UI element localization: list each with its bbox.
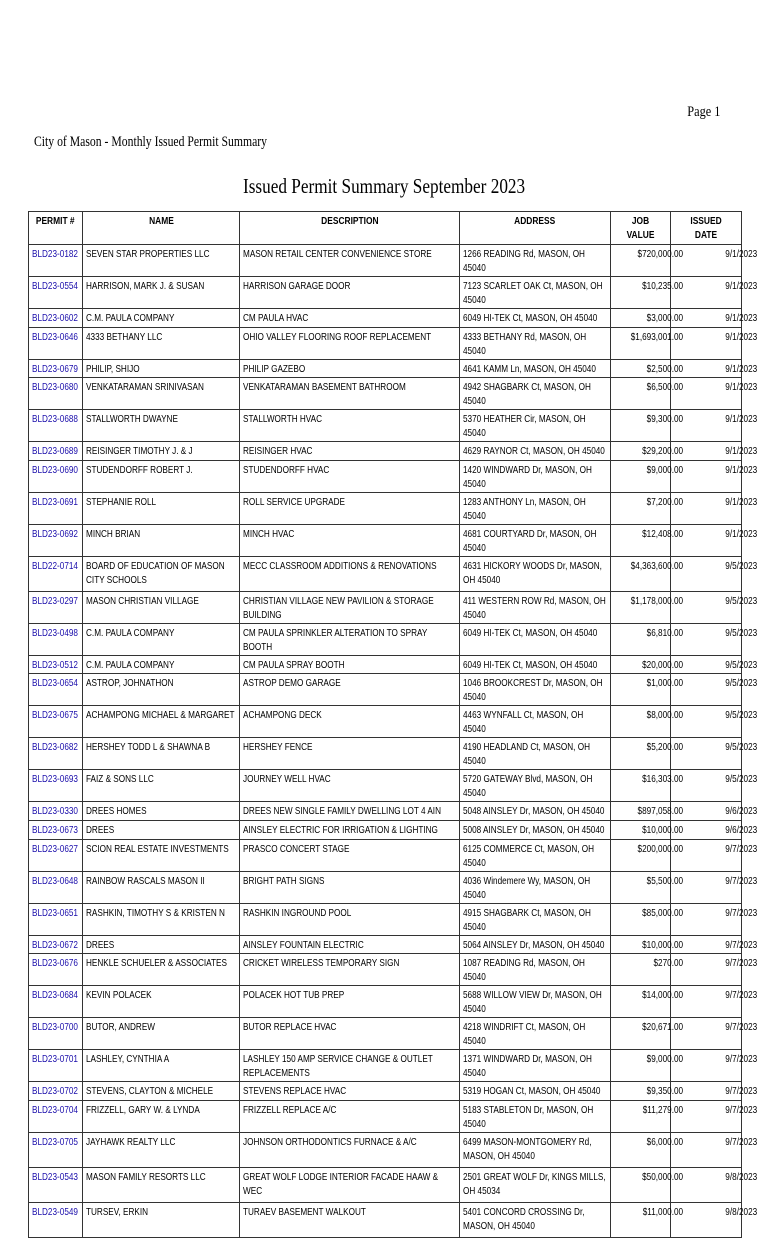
- cell-issued-date: 9/1/2023: [671, 245, 742, 277]
- cell-description: FRIZZELL REPLACE A/C: [240, 1100, 460, 1132]
- cell-description: BRIGHT PATH SIGNS: [240, 871, 460, 903]
- cell-description: CHRISTIAN VILLAGE NEW PAVILION & STORAGE BUILDING: [240, 591, 460, 623]
- permit-link[interactable]: BLD23-0672: [29, 935, 83, 954]
- cell-name: C.M. PAULA COMPANY: [83, 309, 240, 328]
- permit-link[interactable]: BLD22-0714: [29, 556, 83, 591]
- cell-job-value: $16,303.00: [611, 770, 671, 802]
- permit-link[interactable]: BLD23-0543: [29, 1167, 83, 1202]
- cell-job-value: $29,200.00: [611, 442, 671, 461]
- permit-link[interactable]: BLD23-0498: [29, 623, 83, 655]
- cell-issued-date: 9/7/2023: [671, 1082, 742, 1101]
- permit-link[interactable]: BLD23-0330: [29, 802, 83, 821]
- permit-link[interactable]: BLD23-0675: [29, 706, 83, 738]
- permit-link[interactable]: BLD23-0627: [29, 839, 83, 871]
- table-row: [29, 820, 742, 839]
- cell-job-value: $270.00: [611, 954, 671, 986]
- cell-job-value: $200,000.00: [611, 839, 671, 871]
- permit-link[interactable]: BLD23-0689: [29, 442, 83, 461]
- cell-description: JOHNSON ORTHODONTICS FURNACE & A/C: [240, 1132, 460, 1167]
- table-row: [29, 623, 742, 655]
- cell-name: STEVENS, CLAYTON & MICHELE: [83, 1082, 240, 1101]
- cell-address: 5008 AINSLEY Dr, MASON, OH 45040: [460, 820, 611, 839]
- cell-job-value: $7,200.00: [611, 492, 671, 524]
- permit-link[interactable]: BLD23-0704: [29, 1100, 83, 1132]
- cell-address: 411 WESTERN ROW Rd, MASON, OH 45040: [460, 591, 611, 623]
- permit-link[interactable]: BLD23-0682: [29, 738, 83, 770]
- cell-address: 5048 AINSLEY Dr, MASON, OH 45040: [460, 802, 611, 821]
- cell-description: REISINGER HVAC: [240, 442, 460, 461]
- cell-name: RASHKIN, TIMOTHY S & KRISTEN N: [83, 903, 240, 935]
- cell-name: PHILIP, SHIJO: [83, 359, 240, 378]
- cell-description: STEVENS REPLACE HVAC: [240, 1082, 460, 1101]
- cell-address: 5720 GATEWAY Blvd, MASON, OH 45040: [460, 770, 611, 802]
- cell-job-value: $9,350.00: [611, 1082, 671, 1101]
- table-row: [29, 954, 742, 986]
- cell-issued-date: 9/5/2023: [671, 770, 742, 802]
- permit-link[interactable]: BLD23-0705: [29, 1132, 83, 1167]
- cell-issued-date: 9/1/2023: [671, 309, 742, 328]
- cell-description: ROLL SERVICE UPGRADE: [240, 492, 460, 524]
- cell-issued-date: 9/1/2023: [671, 524, 742, 556]
- table-row: [29, 1167, 742, 1202]
- column-header-name: NAME: [83, 212, 240, 245]
- table-row: [29, 442, 742, 461]
- column-header-address: ADDRESS: [460, 212, 611, 245]
- cell-issued-date: 9/5/2023: [671, 591, 742, 623]
- table-row: [29, 655, 742, 674]
- cell-address: 6499 MASON-MONTGOMERY Rd, MASON, OH 45040: [460, 1132, 611, 1167]
- table-row: [29, 706, 742, 738]
- cell-address: 4641 KAMM Ln, MASON, OH 45040: [460, 359, 611, 378]
- cell-description: TURAEV BASEMENT WALKOUT: [240, 1202, 460, 1237]
- table-row: [29, 1082, 742, 1101]
- cell-issued-date: 9/6/2023: [671, 802, 742, 821]
- cell-address: 4463 WYNFALL Ct, MASON, OH 45040: [460, 706, 611, 738]
- cell-address: 1046 BROOKCREST Dr, MASON, OH 45040: [460, 674, 611, 706]
- cell-description: JOURNEY WELL HVAC: [240, 770, 460, 802]
- permit-link[interactable]: BLD23-0680: [29, 378, 83, 410]
- cell-name: BOARD OF EDUCATION OF MASON CITY SCHOOLS: [83, 556, 240, 591]
- cell-address: 1087 READING Rd, MASON, OH 45040: [460, 954, 611, 986]
- cell-job-value: $3,000.00: [611, 309, 671, 328]
- cell-address: 6049 HI-TEK Ct, MASON, OH 45040: [460, 623, 611, 655]
- cell-name: VENKATARAMAN SRINIVASAN: [83, 378, 240, 410]
- table-row: [29, 410, 742, 442]
- permit-link[interactable]: BLD23-0654: [29, 674, 83, 706]
- permit-link[interactable]: BLD23-0554: [29, 277, 83, 309]
- cell-issued-date: 9/7/2023: [671, 986, 742, 1018]
- cell-name: MINCH BRIAN: [83, 524, 240, 556]
- cell-issued-date: 9/7/2023: [671, 1050, 742, 1082]
- cell-job-value: $2,500.00: [611, 359, 671, 378]
- cell-name: SEVEN STAR PROPERTIES LLC: [83, 245, 240, 277]
- cell-name: BUTOR, ANDREW: [83, 1018, 240, 1050]
- cell-description: MECC CLASSROOM ADDITIONS & RENOVATIONS: [240, 556, 460, 591]
- table-row: [29, 591, 742, 623]
- cell-name: C.M. PAULA COMPANY: [83, 623, 240, 655]
- cell-job-value: $9,000.00: [611, 1050, 671, 1082]
- cell-job-value: $12,408.00: [611, 524, 671, 556]
- cell-issued-date: 9/1/2023: [671, 327, 742, 359]
- table-row: [29, 492, 742, 524]
- table-row: [29, 935, 742, 954]
- cell-address: 4631 HICKORY WOODS Dr, MASON, OH 45040: [460, 556, 611, 591]
- cell-name: REISINGER TIMOTHY J. & J: [83, 442, 240, 461]
- permit-link[interactable]: BLD23-0702: [29, 1082, 83, 1101]
- table-row: [29, 524, 742, 556]
- cell-issued-date: 9/7/2023: [671, 1100, 742, 1132]
- report-title-text: Issued Permit Summary September 2023: [242, 174, 526, 198]
- table-body: [29, 245, 758, 1238]
- table-row: [29, 359, 742, 378]
- cell-description: VENKATARAMAN BASEMENT BATHROOM: [240, 378, 460, 410]
- cell-address: 7123 SCARLET OAK Ct, MASON, OH 45040: [460, 277, 611, 309]
- cell-issued-date: 9/7/2023: [671, 839, 742, 871]
- cell-job-value: $10,235.00: [611, 277, 671, 309]
- cell-description: MINCH HVAC: [240, 524, 460, 556]
- cell-address: 4915 SHAGBARK Ct, MASON, OH 45040: [460, 903, 611, 935]
- table-row: [29, 309, 742, 328]
- cell-address: 1266 READING Rd, MASON, OH 45040: [460, 245, 611, 277]
- cell-name: DREES: [83, 820, 240, 839]
- cell-job-value: $897,058.00: [611, 802, 671, 821]
- permit-link[interactable]: BLD23-0701: [29, 1050, 83, 1082]
- cell-job-value: $5,200.00: [611, 738, 671, 770]
- table-header-row: [29, 212, 742, 245]
- report-title: [0, 174, 768, 199]
- cell-address: 4681 COURTYARD Dr, MASON, OH 45040: [460, 524, 611, 556]
- cell-address: 5370 HEATHER Cir, MASON, OH 45040: [460, 410, 611, 442]
- cell-description: LASHLEY 150 AMP SERVICE CHANGE & OUTLET REPLACEMENTS: [240, 1050, 460, 1082]
- cell-job-value: $1,000.00: [611, 674, 671, 706]
- table-row: [29, 770, 742, 802]
- cell-description: STALLWORTH HVAC: [240, 410, 460, 442]
- cell-name: STEPHANIE ROLL: [83, 492, 240, 524]
- permit-link[interactable]: BLD23-0688: [29, 410, 83, 442]
- cell-name: MASON FAMILY RESORTS LLC: [83, 1167, 240, 1202]
- cell-name: LASHLEY, CYNTHIA A: [83, 1050, 240, 1082]
- table-row: [29, 871, 742, 903]
- cell-issued-date: 9/1/2023: [671, 442, 742, 461]
- cell-address: 1283 ANTHONY Ln, MASON, OH 45040: [460, 492, 611, 524]
- cell-address: 5319 HOGAN Ct, MASON, OH 45040: [460, 1082, 611, 1101]
- cell-name: KEVIN POLACEK: [83, 986, 240, 1018]
- cell-issued-date: 9/1/2023: [671, 277, 742, 309]
- cell-description: AINSLEY ELECTRIC FOR IRRIGATION & LIGHTING: [240, 820, 460, 839]
- permit-link[interactable]: BLD23-0676: [29, 954, 83, 986]
- report-subtitle: City of Mason - Monthly Issued Permit Summary: [34, 134, 268, 150]
- table-row: [29, 1202, 742, 1237]
- cell-issued-date: 9/8/2023: [671, 1167, 742, 1202]
- cell-name: 4333 BETHANY LLC: [83, 327, 240, 359]
- cell-name: FAIZ & SONS LLC: [83, 770, 240, 802]
- table-row: [29, 903, 742, 935]
- cell-name: ACHAMPONG MICHAEL & MARGARET: [83, 706, 240, 738]
- cell-address: 4218 WINDRIFT Ct, MASON, OH 45040: [460, 1018, 611, 1050]
- cell-address: 1420 WINDWARD Dr, MASON, OH 45040: [460, 460, 611, 492]
- permit-link[interactable]: BLD23-0648: [29, 871, 83, 903]
- column-header-job-value: JOB VALUE: [611, 212, 671, 245]
- table-row: [29, 1050, 742, 1082]
- cell-issued-date: 9/5/2023: [671, 623, 742, 655]
- cell-address: 4942 SHAGBARK Ct, MASON, OH 45040: [460, 378, 611, 410]
- cell-job-value: $6,000.00: [611, 1132, 671, 1167]
- permit-link[interactable]: BLD23-0700: [29, 1018, 83, 1050]
- cell-name: ASTROP, JOHNATHON: [83, 674, 240, 706]
- cell-name: RAINBOW RASCALS MASON II: [83, 871, 240, 903]
- cell-description: HARRISON GARAGE DOOR: [240, 277, 460, 309]
- cell-name: JAYHAWK REALTY LLC: [83, 1132, 240, 1167]
- permit-link[interactable]: BLD23-0512: [29, 655, 83, 674]
- cell-description: CM PAULA HVAC: [240, 309, 460, 328]
- permit-link[interactable]: BLD23-0691: [29, 492, 83, 524]
- cell-name: FRIZZELL, GARY W. & LYNDA: [83, 1100, 240, 1132]
- cell-description: STUDENDORFF HVAC: [240, 460, 460, 492]
- cell-description: ASTROP DEMO GARAGE: [240, 674, 460, 706]
- cell-issued-date: 9/6/2023: [671, 820, 742, 839]
- cell-issued-date: 9/1/2023: [671, 359, 742, 378]
- cell-description: HERSHEY FENCE: [240, 738, 460, 770]
- cell-job-value: $9,000.00: [611, 460, 671, 492]
- cell-description: PRASCO CONCERT STAGE: [240, 839, 460, 871]
- cell-description: MASON RETAIL CENTER CONVENIENCE STORE: [240, 245, 460, 277]
- cell-issued-date: 9/1/2023: [671, 460, 742, 492]
- cell-job-value: $11,000.00: [611, 1202, 671, 1237]
- cell-job-value: $1,693,001.00: [611, 327, 671, 359]
- cell-description: AINSLEY FOUNTAIN ELECTRIC: [240, 935, 460, 954]
- permit-link[interactable]: BLD23-0549: [29, 1202, 83, 1237]
- cell-job-value: $14,000.00: [611, 986, 671, 1018]
- cell-name: STALLWORTH DWAYNE: [83, 410, 240, 442]
- permit-link[interactable]: BLD23-0297: [29, 591, 83, 623]
- cell-address: 2501 GREAT WOLF Dr, KINGS MILLS, OH 45034: [460, 1167, 611, 1202]
- cell-description: POLACEK HOT TUB PREP: [240, 986, 460, 1018]
- permit-table: [28, 211, 758, 1238]
- cell-name: TURSEV, ERKIN: [83, 1202, 240, 1237]
- table-row: [29, 327, 742, 359]
- cell-address: 1371 WINDWARD Dr, MASON, OH 45040: [460, 1050, 611, 1082]
- cell-issued-date: 9/1/2023: [671, 410, 742, 442]
- table-row: [29, 378, 742, 410]
- cell-name: C.M. PAULA COMPANY: [83, 655, 240, 674]
- cell-job-value: $5,500.00: [611, 871, 671, 903]
- cell-address: 4333 BETHANY Rd, MASON, OH 45040: [460, 327, 611, 359]
- cell-issued-date: 9/5/2023: [671, 738, 742, 770]
- table-row: [29, 802, 742, 821]
- cell-issued-date: 9/7/2023: [671, 871, 742, 903]
- cell-job-value: $6,500.00: [611, 378, 671, 410]
- table-row: [29, 1018, 742, 1050]
- cell-description: BUTOR REPLACE HVAC: [240, 1018, 460, 1050]
- table-row: [29, 277, 742, 309]
- cell-job-value: $1,178,000.00: [611, 591, 671, 623]
- cell-job-value: $8,000.00: [611, 706, 671, 738]
- cell-issued-date: 9/5/2023: [671, 706, 742, 738]
- cell-issued-date: 9/1/2023: [671, 492, 742, 524]
- cell-name: STUDENDORFF ROBERT J.: [83, 460, 240, 492]
- permit-link[interactable]: BLD23-0673: [29, 820, 83, 839]
- cell-issued-date: 9/5/2023: [671, 556, 742, 591]
- cell-job-value: $20,671.00: [611, 1018, 671, 1050]
- permit-link[interactable]: BLD23-0602: [29, 309, 83, 328]
- table-row: [29, 460, 742, 492]
- cell-description: OHIO VALLEY FLOORING ROOF REPLACEMENT: [240, 327, 460, 359]
- table-row: [29, 674, 742, 706]
- cell-job-value: $10,000.00: [611, 935, 671, 954]
- column-header-description: DESCRIPTION: [240, 212, 460, 245]
- cell-description: PHILIP GAZEBO: [240, 359, 460, 378]
- cell-job-value: $6,810.00: [611, 623, 671, 655]
- cell-name: HERSHEY TODD L & SHAWNA B: [83, 738, 240, 770]
- cell-address: 6049 HI-TEK Ct, MASON, OH 45040: [460, 309, 611, 328]
- cell-job-value: $50,000.00: [611, 1167, 671, 1202]
- cell-name: HARRISON, MARK J. & SUSAN: [83, 277, 240, 309]
- permit-link[interactable]: BLD23-0679: [29, 359, 83, 378]
- cell-address: 6049 HI-TEK Ct, MASON, OH 45040: [460, 655, 611, 674]
- cell-name: MASON CHRISTIAN VILLAGE: [83, 591, 240, 623]
- table-row: [29, 839, 742, 871]
- cell-description: GREAT WOLF LODGE INTERIOR FACADE HAAW & WEC: [240, 1167, 460, 1202]
- cell-description: CM PAULA SPRINKLER ALTERATION TO SPRAY BOOTH: [240, 623, 460, 655]
- table-row: [29, 1100, 742, 1132]
- cell-issued-date: 9/7/2023: [671, 1018, 742, 1050]
- cell-description: CRICKET WIRELESS TEMPORARY SIGN: [240, 954, 460, 986]
- cell-description: DREES NEW SINGLE FAMILY DWELLING LOT 4 AIN: [240, 802, 460, 821]
- cell-address: 4629 RAYNOR Ct, MASON, OH 45040: [460, 442, 611, 461]
- cell-description: CM PAULA SPRAY BOOTH: [240, 655, 460, 674]
- cell-address: 5183 STABLETON Dr, MASON, OH 45040: [460, 1100, 611, 1132]
- permit-link[interactable]: BLD23-0692: [29, 524, 83, 556]
- permit-link[interactable]: BLD23-0646: [29, 327, 83, 359]
- cell-issued-date: 9/7/2023: [671, 903, 742, 935]
- cell-address: 5064 AINSLEY Dr, MASON, OH 45040: [460, 935, 611, 954]
- permit-link[interactable]: BLD23-0684: [29, 986, 83, 1018]
- page-number: Page 1: [686, 104, 720, 120]
- cell-job-value: $9,300.00: [611, 410, 671, 442]
- cell-name: HENKLE SCHUELER & ASSOCIATES: [83, 954, 240, 986]
- cell-address: 4190 HEADLAND Ct, MASON, OH 45040: [460, 738, 611, 770]
- cell-job-value: $11,279.00: [611, 1100, 671, 1132]
- cell-issued-date: 9/7/2023: [671, 935, 742, 954]
- cell-issued-date: 9/7/2023: [671, 954, 742, 986]
- cell-issued-date: 9/5/2023: [671, 655, 742, 674]
- cell-issued-date: 9/5/2023: [671, 674, 742, 706]
- cell-address: 4036 Windemere Wy, MASON, OH 45040: [460, 871, 611, 903]
- permit-link[interactable]: BLD23-0182: [29, 245, 83, 277]
- cell-job-value: $10,000.00: [611, 820, 671, 839]
- cell-address: 5401 CONCORD CROSSING Dr, MASON, OH 45040: [460, 1202, 611, 1237]
- cell-job-value: $720,000.00: [611, 245, 671, 277]
- table-row: [29, 556, 742, 591]
- table-row: [29, 1132, 742, 1167]
- permit-link[interactable]: BLD23-0690: [29, 460, 83, 492]
- cell-name: DREES HOMES: [83, 802, 240, 821]
- cell-issued-date: 9/8/2023: [671, 1202, 742, 1237]
- column-header-permit: PERMIT #: [29, 212, 83, 245]
- column-header-issued-date: ISSUED DATE: [671, 212, 742, 245]
- cell-name: SCION REAL ESTATE INVESTMENTS: [83, 839, 240, 871]
- cell-job-value: $85,000.00: [611, 903, 671, 935]
- cell-name: DREES: [83, 935, 240, 954]
- table-row: [29, 986, 742, 1018]
- cell-job-value: $4,363,600.00: [611, 556, 671, 591]
- cell-issued-date: 9/1/2023: [671, 378, 742, 410]
- cell-description: RASHKIN INGROUND POOL: [240, 903, 460, 935]
- table-row: [29, 738, 742, 770]
- permit-link[interactable]: BLD23-0651: [29, 903, 83, 935]
- cell-address: 6125 COMMERCE Ct, MASON, OH 45040: [460, 839, 611, 871]
- cell-issued-date: 9/7/2023: [671, 1132, 742, 1167]
- permit-link[interactable]: BLD23-0693: [29, 770, 83, 802]
- cell-job-value: $20,000.00: [611, 655, 671, 674]
- table-row: [29, 245, 742, 277]
- cell-description: ACHAMPONG DECK: [240, 706, 460, 738]
- cell-address: 5688 WILLOW VIEW Dr, MASON, OH 45040: [460, 986, 611, 1018]
